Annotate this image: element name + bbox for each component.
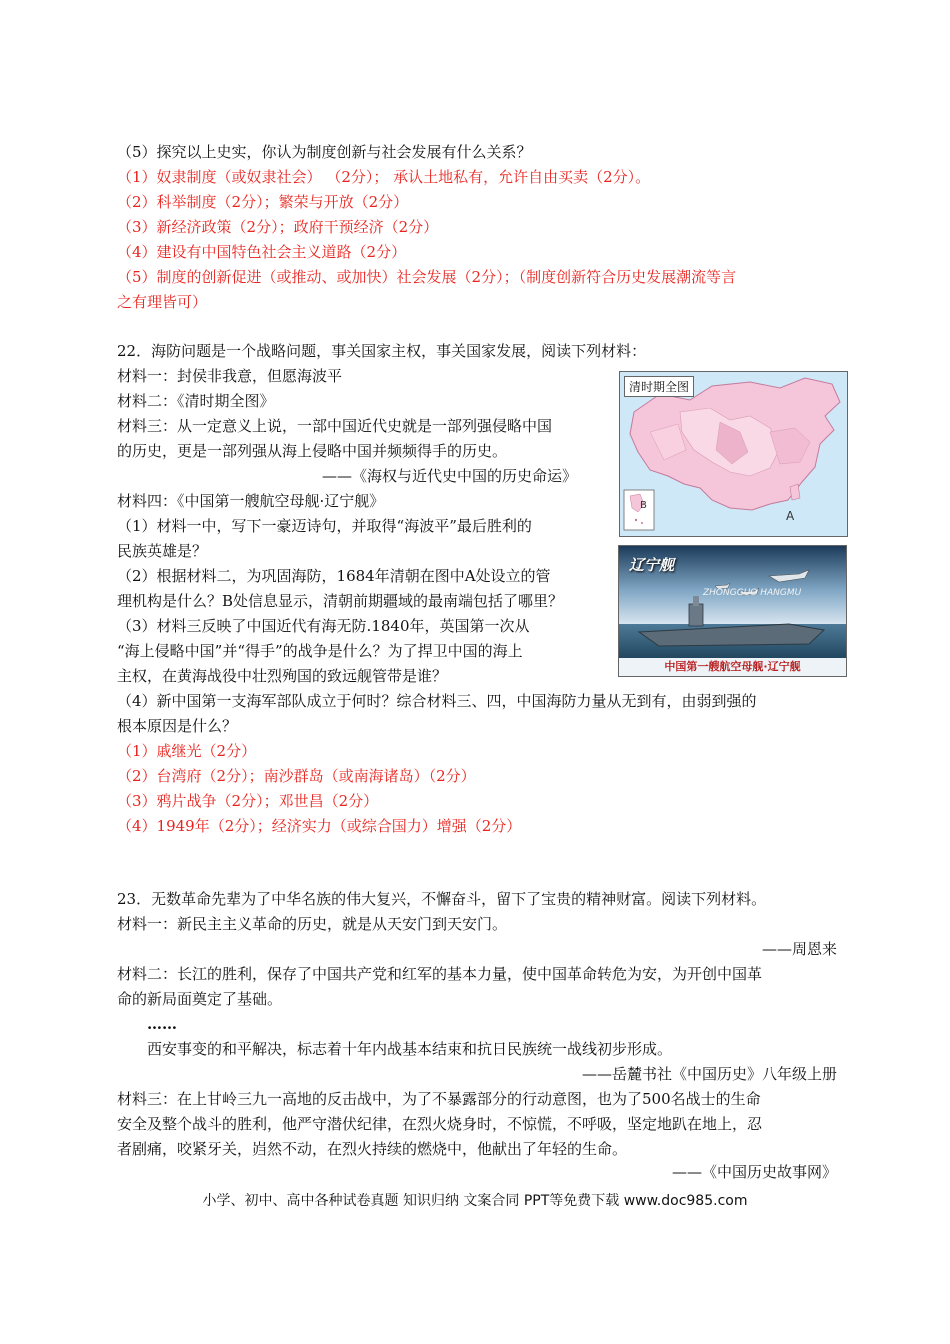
material-line: 材料二：长江的胜利，保存了中国共产党和红军的基本力量，使中国革命转危为安，为开创中国革 (117, 965, 763, 983)
answer-line: 之有理皆可） (117, 293, 208, 311)
material-line: 材料一：封侯非我意，但愿海波平 (117, 367, 343, 385)
answer-line: （1）戚继光（2分） (117, 742, 257, 760)
qing-map-figure (619, 371, 848, 537)
question-line: （4）新中国第一支海军部队成立于何时？综合材料三、四，中国海防力量从无到有，由弱到强的 (117, 692, 757, 710)
question-line: （3）材料三反映了中国近代有海无防.1840年，英国第一次从 (117, 617, 530, 635)
question-22-title: 22．海防问题是一个战略问题，事关国家主权，事关国家发展，阅读下列材料： (117, 342, 647, 360)
question-line: （1）材料一中，写下一豪迈诗句，并取得“海波平”最后胜利的 (117, 517, 532, 535)
answer-line: （2）科举制度（2分）；繁荣与开放（2分） (117, 193, 409, 211)
material-line: 材料三：在上甘岭三九一高地的反击战中，为了不暴露部分的行动意图，也为了500名战士的生命 (117, 1090, 761, 1108)
material-line: 西安事变的和平解决，标志着十年内战基本结束和抗日民族统一战线初步形成。 (147, 1040, 673, 1058)
footer-text: 小学、初中、高中各种试卷真题 知识归纳 文案合同 PPT等免费下载 www.doc985.com (202, 1193, 748, 1209)
question-21-5: （5）探究以上史实，你认为制度创新与社会发展有什么关系？ (117, 143, 532, 161)
material-line: 材料二：《清时期全图》 (117, 392, 275, 410)
ellipsis: …… (147, 1015, 177, 1033)
material-source: ——岳麓书社《中国历史》八年级上册 (581, 1065, 837, 1083)
material-line: 材料四：《中国第一艘航空母舰·辽宁舰》 (117, 492, 385, 510)
material-line: 安全及整个战斗的胜利，他严守潜伏纪律，在烈火烧身时，不惊慌，不呼吸，坚定地趴在地上，忍 (117, 1115, 763, 1133)
question-line: 理机构是什么？B处信息显示，清朝前期疆域的最南端包括了哪里？ (117, 592, 564, 610)
answer-line: （3）鸦片战争（2分）；邓世昌（2分） (117, 792, 379, 810)
carrier-caption: 中国第一艘航空母舰·辽宁舰 (619, 658, 846, 676)
map-title: 清时期全图 (624, 376, 694, 397)
material-source: ——《海权与近代史中国的历史命运》 (322, 467, 578, 485)
material-line: 的历史，更是一部列强从海上侵略中国并频频得手的历史。 (117, 442, 508, 460)
carrier-logo-title: 辽宁舰 (629, 556, 675, 574)
material-source: ——周恩来 (761, 940, 837, 958)
carrier-subtitle: ZHONGGUO HANGMU (703, 588, 802, 598)
question-23-title: 23．无数革命先辈为了中华名族的伟大复兴，不懈奋斗，留下了宝贵的精神财富。阅读下列材料。 (117, 890, 767, 908)
carrier-figure (618, 545, 847, 677)
map-label-a: A (786, 509, 795, 523)
question-line: 民族英雄是？ (117, 542, 208, 560)
material-line: 材料三：从一定意义上说，一部中国近代史就是一部列强侵略中国 (117, 417, 553, 435)
question-line: 根本原因是什么？ (117, 717, 238, 735)
answer-line: （1）奴隶制度（或奴隶社会） （2分）； 承认土地私有，允许自由买卖（2分）。 (117, 168, 651, 186)
answer-line: （3）新经济政策（2分）；政府干预经济（2分） (117, 218, 439, 236)
answer-line: （2）台湾府（2分）；南沙群岛（或南海诸岛）（2分） (117, 767, 476, 785)
material-line: 者剧痛，咬紧牙关，岿然不动，在烈火持续的燃烧中，他献出了年轻的生命。 (117, 1140, 628, 1158)
answer-line: （5）制度的创新促进（或推动、或加快）社会发展（2分）；（制度创新符合历史发展潮流等言 (117, 268, 737, 286)
material-line: 材料一：新民主主义革命的历史，就是从天安门到天安门。 (117, 915, 508, 933)
answer-line: （4）1949年（2分）；经济实力（或综合国力）增强（2分） (117, 817, 522, 835)
question-line: 主权，在黄海战役中壮烈殉国的致远舰管带是谁？ (117, 667, 448, 685)
material-line: 命的新局面奠定了基础。 (117, 990, 283, 1008)
material-source: ——《中国历史故事网》 (671, 1163, 837, 1181)
question-line: “海上侵略中国”并“得手”的战争是什么？为了捍卫中国的海上 (117, 642, 523, 660)
map-label-b: B (640, 500, 647, 511)
question-line: （2）根据材料二，为巩固海防，1684年清朝在图中A处设立的管 (117, 567, 551, 585)
answer-line: （4）建设有中国特色社会主义道路（2分） (117, 243, 407, 261)
